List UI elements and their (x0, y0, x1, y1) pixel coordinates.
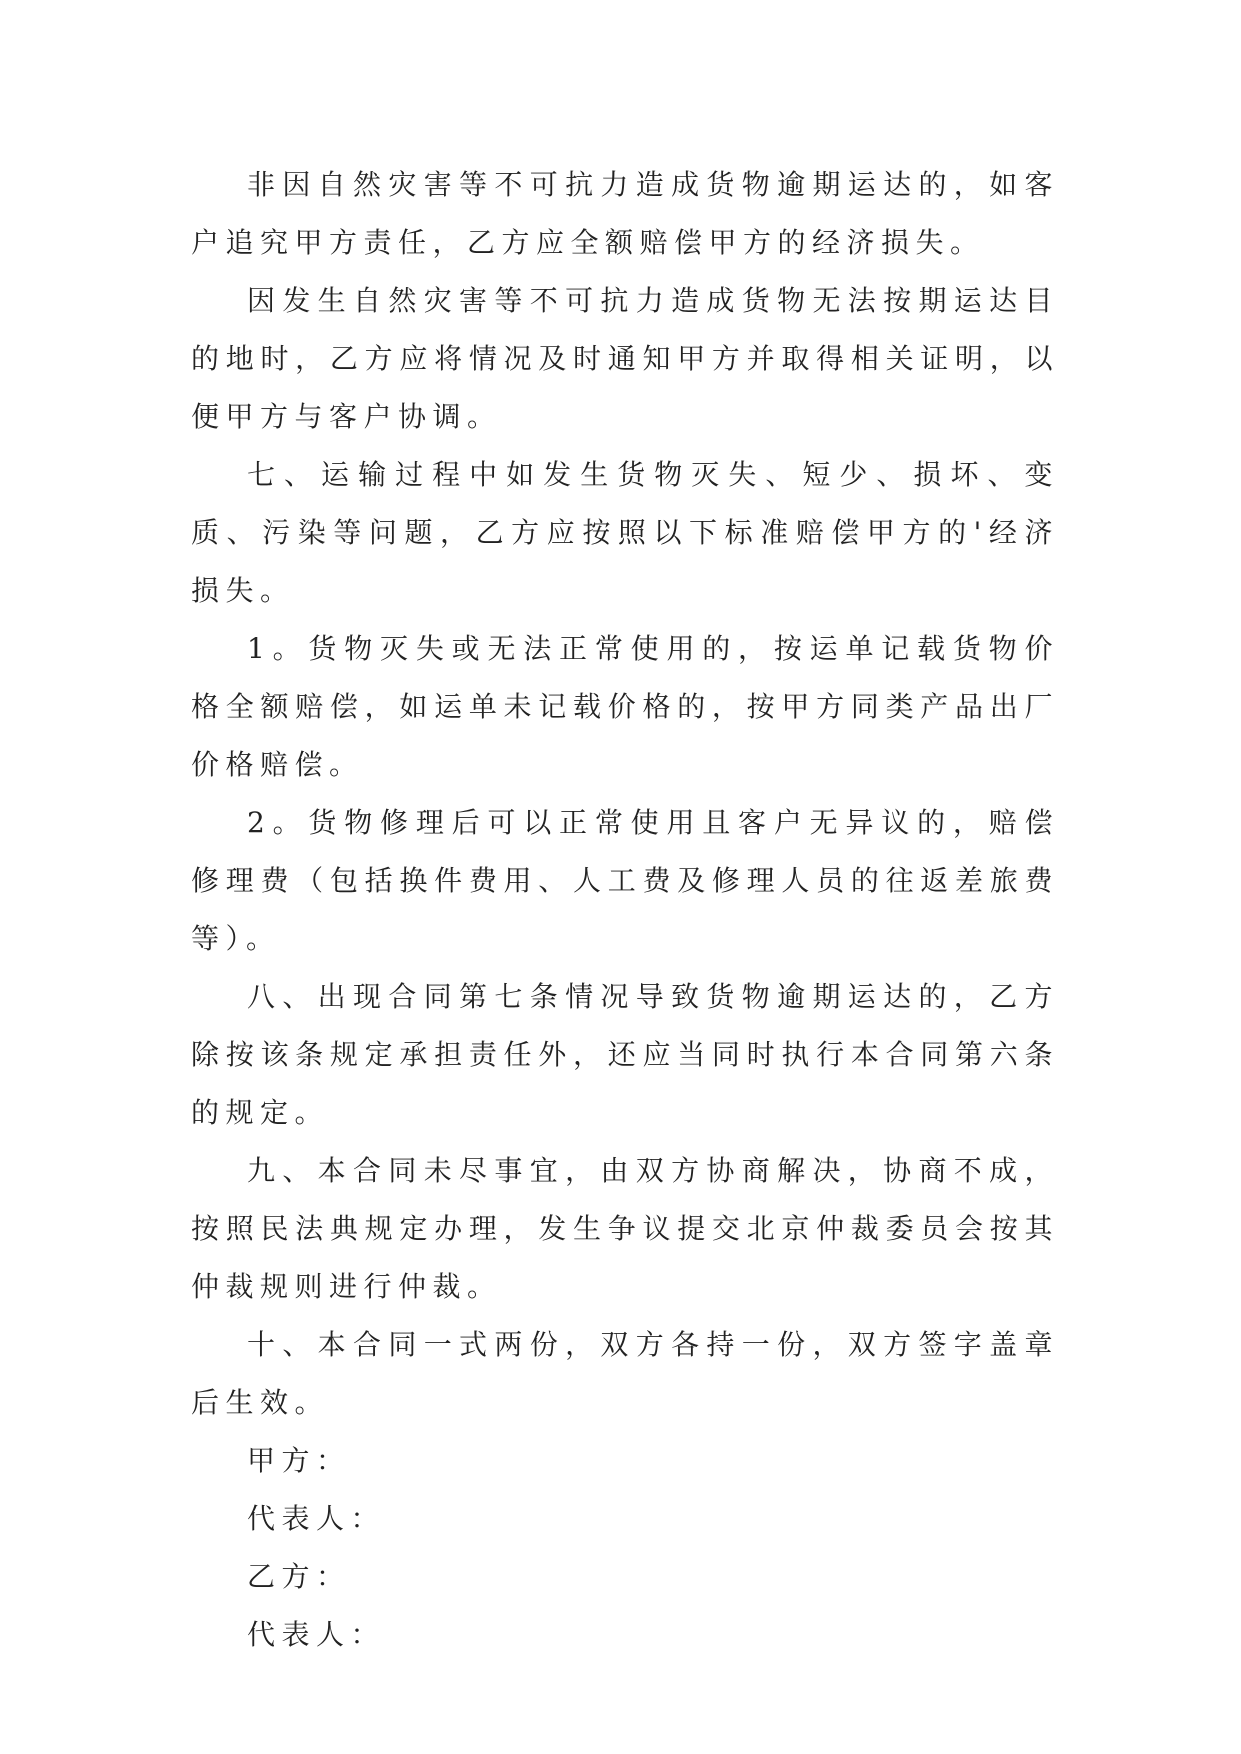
paragraph-force-majeure: 因发生自然灾害等不可抗力造成货物无法按期运达目的地时，乙方应将情况及时通知甲方并取得相关证明，以便甲方与客户协调。 (191, 284, 1059, 433)
clause-10: 十、本合同一式两份，双方各持一份，双方签字盖章后生效。 (191, 1328, 1059, 1419)
party-b-representative-label: 代表人： (247, 1618, 386, 1651)
party-b-label: 乙方： (247, 1560, 351, 1593)
clause-7-item-2: 2。货物修理后可以正常使用且客户无异议的，赔偿修理费（包括换件费用、人工费及修理人员的往返差旅费等）。 (191, 806, 1059, 955)
document-page (191, 156, 1059, 1664)
party-a-representative-label: 代表人： (247, 1502, 386, 1535)
clause-9: 九、本合同未尽事宜，由双方协商解决，协商不成，按照民法典规定办理，发生争议提交北京仲裁委员会按其仲裁规则进行仲裁。 (191, 1154, 1059, 1303)
clause-8: 八、出现合同第七条情况导致货物逾期运达的，乙方除按该条规定承担责任外，还应当同时执行本合同第六条的规定。 (191, 980, 1059, 1129)
party-a-label: 甲方： (247, 1444, 351, 1477)
clause-7-item-1: 1。货物灭失或无法正常使用的，按运单记载货物价格全额赔偿，如运单未记载价格的，按甲方同类产品出厂价格赔偿。 (191, 632, 1059, 781)
signature-block (191, 1432, 1059, 1664)
paragraph-delay-liability: 非因自然灾害等不可抗力造成货物逾期运达的，如客户追究甲方责任，乙方应全额赔偿甲方的经济损失。 (191, 168, 1059, 259)
clause-7: 七、运输过程中如发生货物灭失、短少、损坏、变质、污染等问题，乙方应按照以下标准赔偿甲方的'经济损失。 (191, 458, 1059, 607)
